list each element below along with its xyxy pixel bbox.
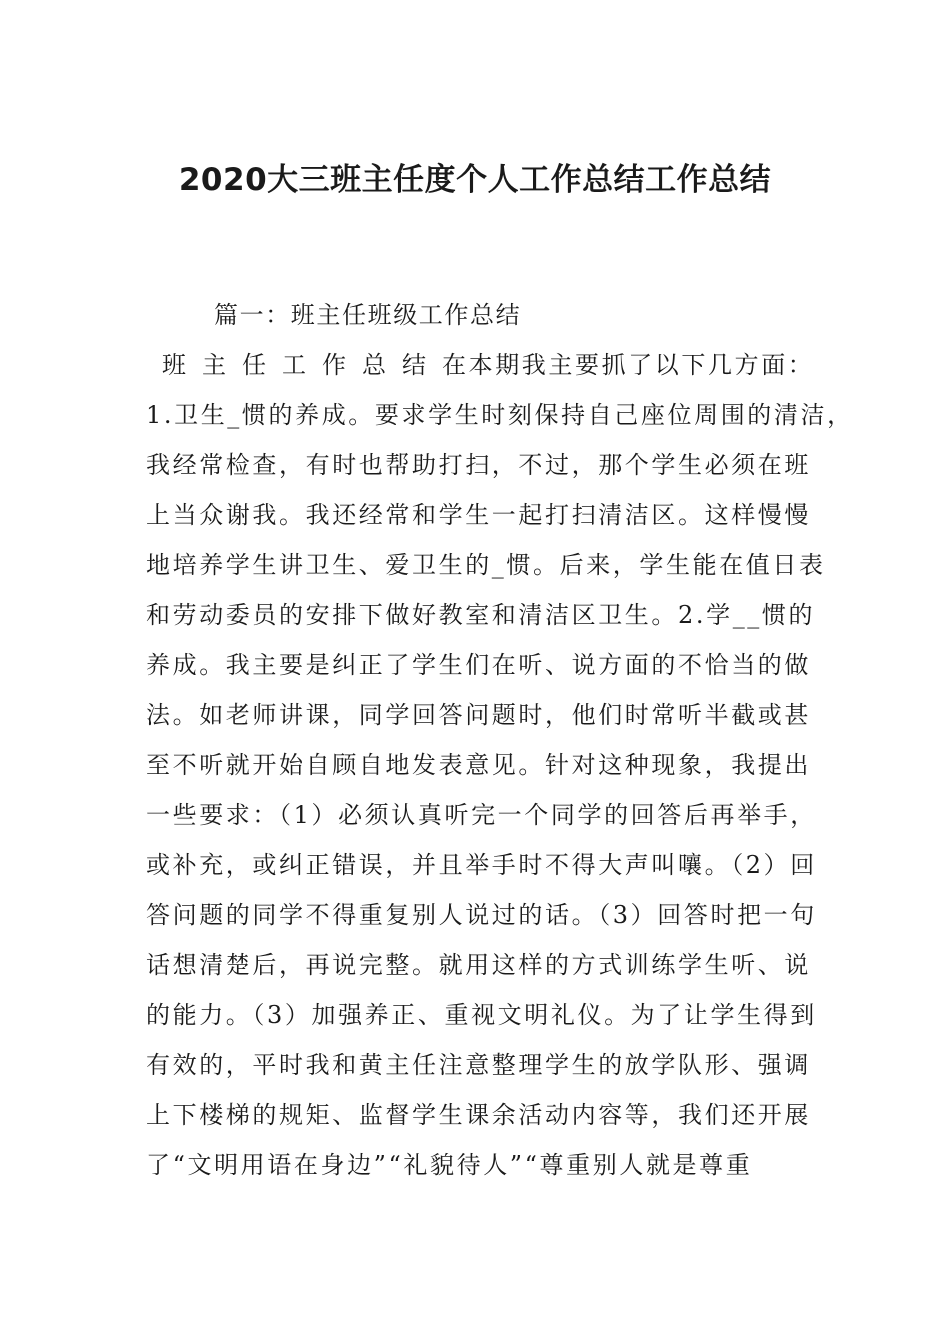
- body-line: 的能力。（3）加强养正、重视文明礼仪。为了让学生得到: [146, 1001, 817, 1029]
- body-line: 1.卫生_惯的养成。要求学生时刻保持自己座位周围的清洁，: [146, 401, 854, 429]
- body-line: 上当众谢我。我还经常和学生一起打扫清洁区。这样慢慢: [146, 501, 811, 529]
- body-line: 地培养学生讲卫生、爱卫生的_惯。后来，学生能在值日表: [146, 551, 826, 579]
- document-body: [146, 290, 854, 1190]
- lead-line: [146, 340, 826, 390]
- document-title: 2020大三班主任度个人工作总结工作总结: [178, 162, 772, 198]
- body-line: 话想清楚后，再说完整。就用这样的方式训练学生听、说: [146, 951, 811, 979]
- body-line: 上下楼梯的规矩、监督学生课余活动内容等，我们还开展: [146, 1101, 811, 1129]
- body-line: 至不听就开始自顾自地发表意见。针对这种现象，我提出: [146, 751, 811, 779]
- body-line: 了“文明用语在身边”“礼貌待人”“尊重别人就是尊重: [146, 1151, 753, 1179]
- body-line: 或补充，或纠正错误，并且举手时不得大声叫嚷。（2）回: [146, 851, 817, 879]
- body-line: 和劳动委员的安排下做好教室和清洁区卫生。2.学__惯的: [146, 601, 816, 629]
- body-line: 我经常检查，有时也帮助打扫，不过，那个学生必须在班: [146, 451, 811, 479]
- lead-text: 在本期我主要抓了以下几方面：: [442, 351, 815, 379]
- lead-heading: 班主任工作总结: [162, 351, 442, 379]
- body-line: 有效的，平时我和黄主任注意整理学生的放学队形、强调: [146, 1051, 811, 1079]
- section-subtitle: 篇一：班主任班级工作总结: [214, 301, 522, 329]
- body-line: 一些要求：（1）必须认真听完一个同学的回答后再举手，: [146, 801, 817, 829]
- body-line: 法。如老师讲课，同学回答问题时，他们时常听半截或甚: [146, 701, 811, 729]
- body-line: 答问题的同学不得重复别人说过的话。（3）回答时把一句: [146, 901, 817, 929]
- body-line: 养成。我主要是纠正了学生们在听、说方面的不恰当的做: [146, 651, 811, 679]
